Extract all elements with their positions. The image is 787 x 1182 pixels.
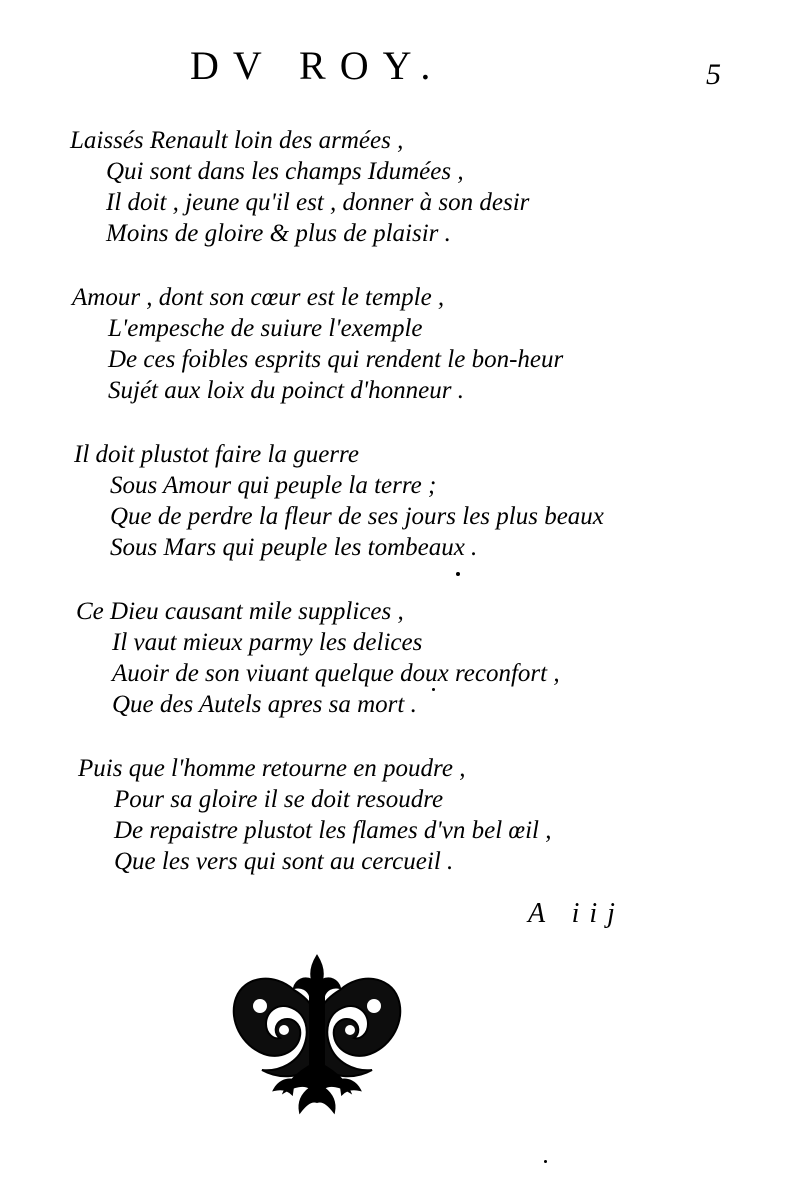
poem-line: Qui sont dans les champs Idumées , <box>106 158 464 185</box>
poem-line: Que de perdre la fleur de ses jours les plus beaux <box>110 503 604 530</box>
poem-line: Pour sa gloire il se doit resoudre <box>114 786 444 813</box>
stanza <box>70 125 690 249</box>
poem-line: De ces foibles esprits qui rendent le bon-heur <box>108 346 564 373</box>
poem-line: De repaistre plustot les flames d'vn bel œil , <box>114 817 552 844</box>
stanza <box>76 596 690 720</box>
poem-line: L'empesche de suiure l'exemple <box>108 315 423 342</box>
poem-line: Il vaut mieux parmy les delices <box>112 629 423 656</box>
poem-line: Sujét aux loix du poinct d'honneur . <box>108 377 464 404</box>
poem-line: Il doit plustot faire la guerre <box>74 441 359 468</box>
fleur-de-lis-ornament-icon <box>224 950 410 1118</box>
poem-line: Moins de gloire & plus de plaisir . <box>106 220 451 247</box>
poem-line: Que des Autels apres sa mort . <box>112 691 417 718</box>
poem-line: Laissés Renault loin des armées , <box>70 127 404 154</box>
poem-line: Que les vers qui sont au cercueil . <box>114 848 454 875</box>
page-number: 5 <box>706 58 721 91</box>
ink-speck <box>432 688 435 691</box>
stanza <box>74 439 690 563</box>
poem-line: Amour , dont son cœur est le temple , <box>72 284 445 311</box>
running-head: DV ROY. <box>190 43 445 88</box>
stanza <box>78 753 690 877</box>
signature-mark: A iij <box>528 898 625 929</box>
poem-line: Puis que l'homme retourne en poudre , <box>78 755 466 782</box>
poem-line: Il doit , jeune qu'il est , donner à son desir <box>106 189 530 216</box>
poem-line: Ce Dieu causant mile supplices , <box>76 598 404 625</box>
poem-line: Sous Mars qui peuple les tombeaux . <box>110 534 478 561</box>
ink-speck <box>544 1160 547 1163</box>
poem-line: Sous Amour qui peuple la terre ; <box>110 472 437 499</box>
ink-speck <box>456 572 460 576</box>
stanza <box>72 282 690 406</box>
poem-line: Auoir de son viuant quelque doux reconfort , <box>112 660 560 687</box>
poem <box>70 125 690 910</box>
